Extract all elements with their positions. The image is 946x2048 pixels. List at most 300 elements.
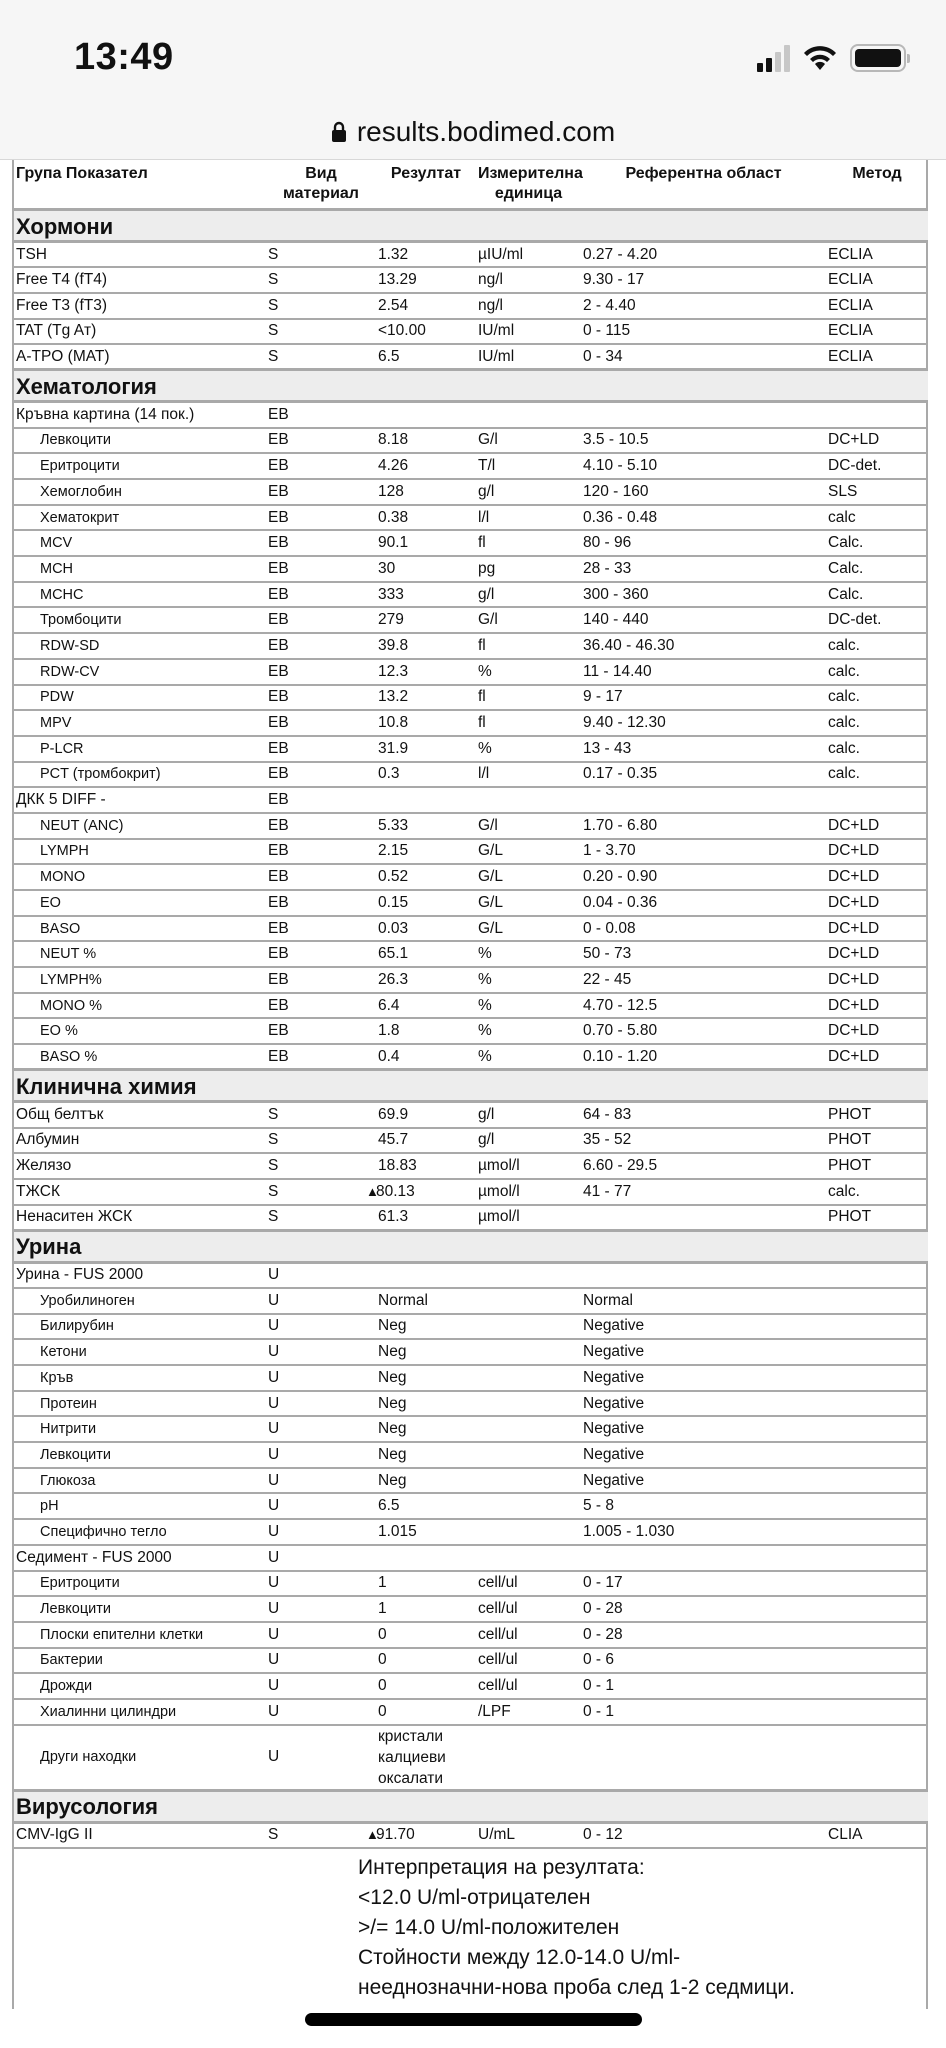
cell-result (376, 1571, 476, 1597)
cell-material: U (266, 1442, 376, 1468)
cell-result (376, 916, 476, 942)
cell-material: U (266, 1571, 376, 1597)
cell-unit: µmol/l (476, 1153, 581, 1179)
table-row (14, 1468, 928, 1494)
cell-reference: 0 - 115 (581, 319, 826, 345)
cell-result (376, 685, 476, 711)
table-row (14, 1153, 928, 1179)
result-value: Neg (378, 1471, 407, 1489)
cell-unit (476, 1314, 581, 1340)
interpretation-line: нееднозначни-нова проба след 1-2 седмици. (358, 1975, 795, 1999)
cell-name: MCH (14, 556, 266, 582)
table-row (14, 659, 928, 685)
cell-material: S (266, 267, 376, 293)
cell-reference: 0 - 34 (581, 344, 826, 370)
result-value: 0 (378, 1702, 387, 1720)
cell-material: EB (266, 916, 376, 942)
cell-reference: 1 - 3.70 (581, 839, 826, 865)
cell-unit: G/l (476, 428, 581, 454)
result-value: 2.54 (378, 296, 409, 314)
cell-unit: G/L (476, 864, 581, 890)
table-row (14, 582, 928, 608)
result-value: 128 (378, 482, 404, 500)
cell-method: DC+LD (826, 941, 928, 967)
cell-unit: ng/l (476, 267, 581, 293)
cell-reference: Negative (581, 1416, 826, 1442)
cell-material: U (266, 1468, 376, 1494)
section-title: Урина (14, 1230, 928, 1262)
cell-name: MPV (14, 710, 266, 736)
result-value: 0 (378, 1625, 387, 1643)
table-row (14, 479, 928, 505)
result-value: 1.015 (378, 1522, 417, 1540)
cell-name: Ненаситен ЖСК (14, 1205, 266, 1231)
cell-material: U (266, 1391, 376, 1417)
table-row (14, 993, 928, 1019)
cell-name: Хематокрит (14, 505, 266, 531)
cell-reference: 9.40 - 12.30 (581, 710, 826, 736)
cell-unit: pg (476, 556, 581, 582)
cell-material: S (266, 1179, 376, 1205)
result-value: 1.32 (378, 245, 409, 263)
result-value: Neg (378, 1394, 407, 1412)
cell-result (376, 1519, 476, 1545)
cell-material: EB (266, 556, 376, 582)
cell-result (376, 839, 476, 865)
cell-unit (476, 1725, 581, 1791)
cell-name: RDW-SD (14, 633, 266, 659)
cell-reference (581, 1545, 826, 1571)
result-value: 1 (378, 1574, 387, 1592)
result-value: Neg (378, 1420, 407, 1438)
result-value: 18.83 (378, 1157, 417, 1175)
cell-result (376, 890, 476, 916)
cell-result (376, 556, 476, 582)
cell-material: EB (266, 659, 376, 685)
cell-result (376, 659, 476, 685)
cell-material: EB (266, 607, 376, 633)
lock-icon (331, 121, 347, 143)
cell-reference (581, 402, 826, 428)
cell-result (376, 1288, 476, 1314)
cell-method: PHOT (826, 1205, 928, 1231)
address-bar[interactable] (0, 105, 946, 160)
cell-reference: Negative (581, 1365, 826, 1391)
table-row (14, 319, 928, 345)
table-row (14, 787, 928, 813)
cell-result (376, 242, 476, 268)
cell-reference: 0.17 - 0.35 (581, 762, 826, 788)
cell-result (376, 633, 476, 659)
cell-result (366, 1822, 476, 1848)
cell-reference: 0 - 0.08 (581, 916, 826, 942)
cell-unit: % (476, 993, 581, 1019)
result-value: 0.38 (378, 508, 409, 526)
cell-unit: l/l (476, 762, 581, 788)
table-row (14, 607, 928, 633)
cell-reference: 41 - 77 (581, 1179, 826, 1205)
cell-method: Calc. (826, 582, 928, 608)
cell-material: EB (266, 402, 376, 428)
result-value: 31.9 (378, 739, 409, 757)
cell-name: TAT (Tg Aт) (14, 319, 266, 345)
header-name: Група Показател (14, 160, 266, 210)
cell-material: EB (266, 479, 376, 505)
table-row (14, 556, 928, 582)
section-header (14, 1230, 928, 1262)
cell-unit (476, 1493, 581, 1519)
cell-material: EB (266, 1044, 376, 1070)
cell-reference: 2 - 4.40 (581, 293, 826, 319)
cell-material: EB (266, 633, 376, 659)
wifi-icon (802, 44, 838, 72)
section-header (14, 1070, 928, 1102)
cell-name: Левкоцити (14, 1596, 266, 1622)
cellular-signal-icon (757, 44, 790, 72)
cell-unit: G/l (476, 813, 581, 839)
cell-reference (581, 787, 826, 813)
table-row (14, 1725, 928, 1791)
table-row (14, 633, 928, 659)
cell-name: ТЖСК (14, 1179, 266, 1205)
result-value: 30 (378, 559, 396, 577)
cell-unit: l/l (476, 505, 581, 531)
arrow-up-icon: ▲ (366, 1183, 379, 1199)
table-row (14, 1545, 928, 1571)
cell-material: S (266, 319, 376, 345)
table-row (14, 916, 928, 942)
cell-name: MONO % (14, 993, 266, 1019)
cell-method: DC-det. (826, 607, 928, 633)
cell-material: EB (266, 762, 376, 788)
table-row (14, 710, 928, 736)
cell-reference: 9.30 - 17 (581, 267, 826, 293)
result-value: 26.3 (378, 970, 409, 988)
cell-name: Специфично тегло (14, 1519, 266, 1545)
cell-reference (581, 1725, 826, 1791)
cell-material: U (266, 1519, 376, 1545)
interpretation-block (14, 1849, 926, 2009)
cell-unit: ng/l (476, 293, 581, 319)
cell-unit: IU/ml (476, 319, 581, 345)
interpretation-line: >/= 14.0 U/ml-положителен (358, 1915, 620, 1939)
cell-unit: g/l (476, 1102, 581, 1128)
cell-material: EB (266, 1018, 376, 1044)
cell-reference: 0 - 17 (581, 1571, 826, 1597)
cell-reference: 0.70 - 5.80 (581, 1018, 826, 1044)
cell-name: Общ белтък (14, 1102, 266, 1128)
cell-name: Урина - FUS 2000 (14, 1262, 266, 1288)
cell-reference: 4.70 - 12.5 (581, 993, 826, 1019)
section-header (14, 1790, 928, 1822)
result-value: кристали калциеви оксалати (378, 1727, 446, 1787)
cell-name: LYMPH (14, 839, 266, 865)
cell-reference: 1.005 - 1.030 (581, 1519, 826, 1545)
table-row (14, 453, 928, 479)
cell-method: calc. (826, 1179, 928, 1205)
cell-material: U (266, 1314, 376, 1340)
table-row (14, 402, 928, 428)
table-row (14, 1596, 928, 1622)
result-value: 2.15 (378, 842, 409, 860)
result-value: 6.4 (378, 996, 400, 1014)
cell-material: U (266, 1493, 376, 1519)
cell-name: Протеин (14, 1391, 266, 1417)
cell-unit (476, 1468, 581, 1494)
cell-method: DC-det. (826, 453, 928, 479)
cell-unit (476, 787, 581, 813)
cell-result (376, 1128, 476, 1154)
table-row (14, 1822, 928, 1848)
cell-material: EB (266, 864, 376, 890)
cell-name: NEUT (ANC) (14, 813, 266, 839)
cell-method: DC+LD (826, 428, 928, 454)
cell-method: DC+LD (826, 864, 928, 890)
cell-name: BASO (14, 916, 266, 942)
section-header (14, 370, 928, 402)
cell-material: EB (266, 685, 376, 711)
cell-reference: Negative (581, 1391, 826, 1417)
cell-reference: 22 - 45 (581, 967, 826, 993)
cell-unit: µmol/l (476, 1179, 581, 1205)
cell-material: EB (266, 453, 376, 479)
cell-unit (476, 1519, 581, 1545)
header-material: Вид материал (266, 160, 376, 210)
cell-name: RDW-CV (14, 659, 266, 685)
cell-reference: Negative (581, 1442, 826, 1468)
cell-reference (581, 1262, 826, 1288)
table-row (14, 1699, 928, 1725)
cell-reference: 3.5 - 10.5 (581, 428, 826, 454)
cell-material: U (266, 1365, 376, 1391)
table-row (14, 1205, 928, 1231)
cell-unit (476, 1442, 581, 1468)
header-method: Метод (826, 160, 928, 210)
cell-material: S (266, 1102, 376, 1128)
table-row (14, 839, 928, 865)
cell-unit: fl (476, 633, 581, 659)
cell-unit: G/L (476, 916, 581, 942)
cell-method (826, 1314, 928, 1340)
result-value: 10.8 (378, 714, 409, 732)
cell-method (826, 1622, 928, 1648)
cell-unit: fl (476, 710, 581, 736)
cell-method (826, 1545, 928, 1571)
cell-result (376, 993, 476, 1019)
battery-icon (850, 44, 906, 72)
cell-method (826, 1468, 928, 1494)
cell-method: Calc. (826, 530, 928, 556)
cell-result (376, 1314, 476, 1340)
cell-unit (476, 1339, 581, 1365)
cell-material: S (266, 1128, 376, 1154)
table-row (14, 685, 928, 711)
cell-reference (581, 1205, 826, 1231)
cell-result (376, 1725, 476, 1791)
cell-unit: T/l (476, 453, 581, 479)
cell-name: ДКК 5 DIFF - (14, 787, 266, 813)
cell-material: EB (266, 428, 376, 454)
cell-unit: µmol/l (476, 1205, 581, 1231)
table-row (14, 267, 928, 293)
cell-method: CLIA (826, 1822, 928, 1848)
table-row (14, 293, 928, 319)
cell-result (376, 941, 476, 967)
cell-unit (476, 1416, 581, 1442)
cell-material: U (266, 1596, 376, 1622)
cell-method (826, 1442, 928, 1468)
cell-material: S (266, 293, 376, 319)
table-row (14, 1648, 928, 1674)
cell-unit: cell/ul (476, 1596, 581, 1622)
cell-reference: 50 - 73 (581, 941, 826, 967)
cell-material: EB (266, 941, 376, 967)
result-value: <10.00 (378, 322, 426, 340)
cell-method: ECLIA (826, 293, 928, 319)
cell-result (376, 1262, 476, 1288)
table-row (14, 1622, 928, 1648)
cell-reference: Negative (581, 1314, 826, 1340)
table-row (14, 864, 928, 890)
result-value: 5.33 (378, 816, 409, 834)
table-row (14, 1571, 928, 1597)
cell-unit: IU/ml (476, 344, 581, 370)
table-row (14, 428, 928, 454)
cell-material: EB (266, 736, 376, 762)
interpretation-line: Стойности между 12.0-14.0 U/ml- (358, 1945, 681, 1969)
cell-result (376, 607, 476, 633)
cell-result (376, 1442, 476, 1468)
table-row (14, 1102, 928, 1128)
cell-reference: 6.60 - 29.5 (581, 1153, 826, 1179)
cell-method (826, 1699, 928, 1725)
cell-method: DC+LD (826, 813, 928, 839)
cell-material: EB (266, 582, 376, 608)
cell-unit (476, 1365, 581, 1391)
cell-name: Плоски епителни клетки (14, 1622, 266, 1648)
cell-unit: fl (476, 685, 581, 711)
cell-reference: 13 - 43 (581, 736, 826, 762)
cell-method: PHOT (826, 1128, 928, 1154)
cell-name: BASO % (14, 1044, 266, 1070)
cell-material: U (266, 1725, 376, 1791)
cell-method: calc. (826, 659, 928, 685)
cell-unit: % (476, 1044, 581, 1070)
table-row (14, 736, 928, 762)
cell-name: LYMPH% (14, 967, 266, 993)
interpretation-line: Интерпретация на резултата: (358, 1855, 645, 1879)
cell-name: Уробилиноген (14, 1288, 266, 1314)
section-title: Клинична химия (14, 1070, 928, 1102)
cell-material: U (266, 1673, 376, 1699)
cell-method (826, 1262, 928, 1288)
cell-reference: 80 - 96 (581, 530, 826, 556)
cell-result (376, 736, 476, 762)
cell-name: Тромбоцити (14, 607, 266, 633)
cell-result (376, 453, 476, 479)
cell-name: Хемоглобин (14, 479, 266, 505)
cell-unit: % (476, 659, 581, 685)
cell-method: DC+LD (826, 967, 928, 993)
cell-method (826, 1391, 928, 1417)
cell-reference: 0 - 1 (581, 1673, 826, 1699)
cell-method (826, 1571, 928, 1597)
cell-material: EB (266, 890, 376, 916)
cell-reference: 140 - 440 (581, 607, 826, 633)
cell-name: Еритроцити (14, 1571, 266, 1597)
cell-method (826, 1416, 928, 1442)
cell-reference: 28 - 33 (581, 556, 826, 582)
cell-result (376, 1596, 476, 1622)
cell-unit (476, 1391, 581, 1417)
table-row (14, 762, 928, 788)
cell-material: U (266, 1648, 376, 1674)
cell-method: ECLIA (826, 344, 928, 370)
url-text[interactable]: results.bodimed.com (356, 116, 616, 147)
table-row (14, 1416, 928, 1442)
cell-result (366, 1179, 476, 1205)
table-row (14, 1128, 928, 1154)
cell-method (826, 1725, 928, 1791)
cell-material: EB (266, 967, 376, 993)
table-row (14, 1179, 928, 1205)
home-indicator[interactable] (305, 2013, 642, 2026)
cell-method: calc. (826, 710, 928, 736)
cell-method: calc (826, 505, 928, 531)
cell-result (376, 1416, 476, 1442)
table-row (14, 1391, 928, 1417)
cell-material: U (266, 1416, 376, 1442)
cell-result (376, 1102, 476, 1128)
cell-material: EB (266, 839, 376, 865)
cell-name: MONO (14, 864, 266, 890)
cell-result (376, 344, 476, 370)
cell-result (376, 530, 476, 556)
cell-result (376, 967, 476, 993)
cell-name: Левкоцити (14, 1442, 266, 1468)
cell-unit: G/l (476, 607, 581, 633)
cell-name: Други находки (14, 1725, 266, 1791)
cell-method: calc. (826, 685, 928, 711)
cell-name: Кръвна картина (14 пок.) (14, 402, 266, 428)
cell-method (826, 1493, 928, 1519)
result-value: 0.03 (378, 919, 409, 937)
result-value: 0 (378, 1677, 387, 1695)
cell-method (826, 1673, 928, 1699)
cell-name: A-TPO (MAT) (14, 344, 266, 370)
cell-name: Free T3 (fT3) (14, 293, 266, 319)
result-value: 80.13 (376, 1182, 415, 1200)
result-value: 45.7 (378, 1131, 409, 1149)
cell-unit (476, 402, 581, 428)
result-value: 39.8 (378, 636, 409, 654)
cell-method (826, 1648, 928, 1674)
table-row (14, 890, 928, 916)
cell-result (376, 1205, 476, 1231)
table-row (14, 1288, 928, 1314)
cell-result (376, 762, 476, 788)
cell-unit: g/l (476, 1128, 581, 1154)
cell-method: PHOT (826, 1153, 928, 1179)
table-header-row (14, 160, 928, 210)
cell-material: S (266, 1205, 376, 1231)
cell-name: Бактерии (14, 1648, 266, 1674)
cell-name: PDW (14, 685, 266, 711)
cell-reference: 1.70 - 6.80 (581, 813, 826, 839)
cell-result (376, 582, 476, 608)
table-row (14, 1018, 928, 1044)
cell-method (826, 1339, 928, 1365)
